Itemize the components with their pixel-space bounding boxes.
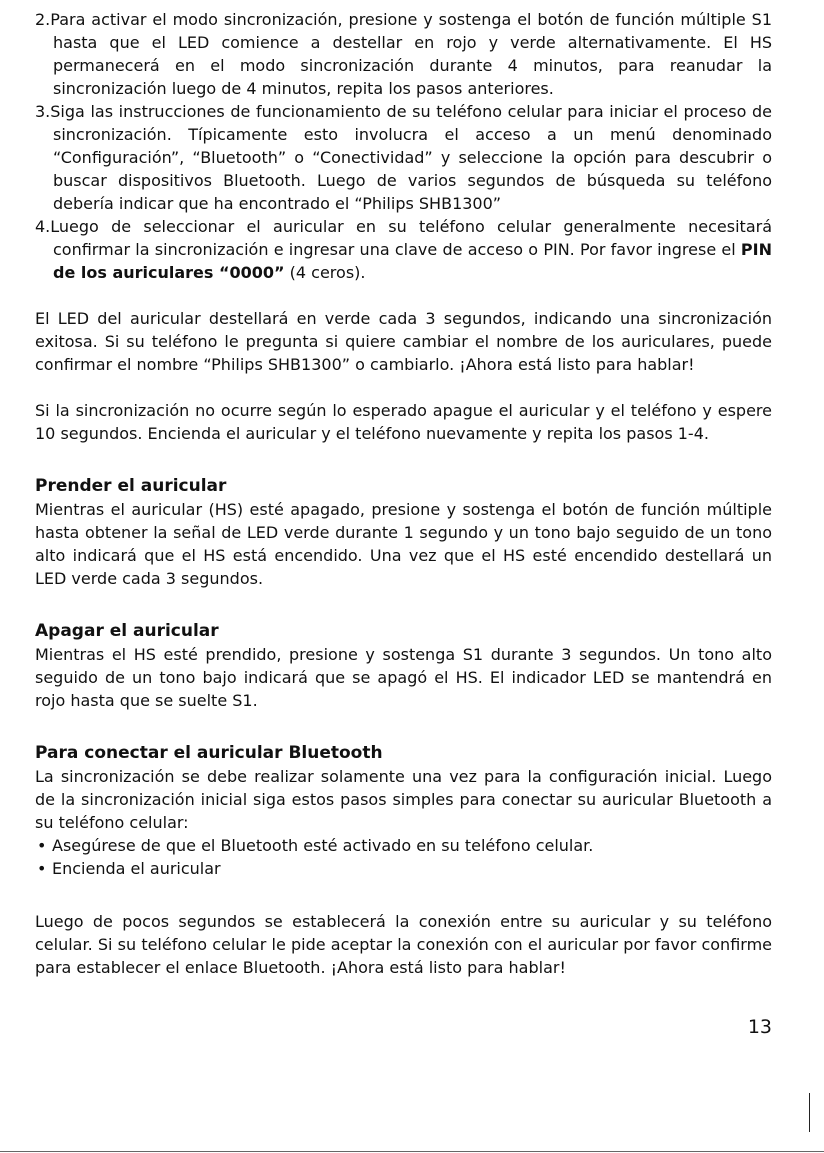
connect-closing: Luego de pocos segundos se establecerá la conexión entre su auricular y su teléfono celular. Si su teléfono celular le pide aceptar la conexión con el auricular por favor confirme para establecer el enlace Bluetooth. ¡Ahora está listo para hablar! [35,912,772,977]
connect-bullet-list [35,834,772,880]
spacer [35,376,772,399]
bottom-rule [0,1151,824,1152]
power-off-heading: Apagar el auricular [35,621,219,641]
step-3-text: 3.Siga las instrucciones de funcionamiento de su teléfono celular para iniciar el proceso de sincronización. Típicamente esto involucra el acceso a un menú denominado “Configuración”, “Bluetooth” o “Conectividad” y seleccione la opción para descubrir o buscar dispositivos Bluetooth. Luego de varios segundos de búsqueda su teléfono debería indicar que ha encontrado el “Philips SHB1300” [35,102,772,213]
step-4-tail: (4 ceros). [284,263,366,282]
spacer [35,284,772,307]
power-off-body: Mientras el HS esté prendido, presione y sostenga S1 durante 3 segundos. Un tono alto seguido de un tono bajo indicará que se apagó el HS. El indicador LED se mantendrá en rojo hasta que se suelte S1. [35,645,772,710]
connect-heading: Para conectar el auricular Bluetooth [35,743,383,763]
spacer [35,880,772,910]
spacer [35,445,772,475]
led-success-paragraph: El LED del auricular destellará en verde cada 3 segundos, indicando una sincronización exitosa. Si su teléfono le pregunta si quiere cambiar el nombre de los auriculares, puede confirmar el nombre “Philips SHB1300” o cambiarlo. ¡Ahora está listo para hablar! [35,309,772,374]
power-on-heading: Prender el auricular [35,476,227,496]
step-4-text: 4.Luego de seleccionar el auricular en su teléfono celular generalmente necesitará confirmar la sincronización e ingresar una clave de acceso o PIN. Por favor ingrese el [35,217,772,259]
margin-mark [809,1093,810,1132]
step-2 [35,8,772,100]
step-4 [35,215,772,284]
step-3 [35,100,772,215]
page-number: 13 [747,1016,772,1038]
power-on-body: Mientras el auricular (HS) esté apagado, presione y sostenga el botón de función múltiple hasta obtener la señal de LED verde durante 1 segundo y un tono bajo seguido de un tono alto indicará que el HS está encendido. Una vez que el HS esté encendido destellará un LED verde cada 3 segundos. [35,500,772,588]
retry-paragraph: Si la sincronización no ocurre según lo esperado apague el auricular y el teléfono y espere 10 segundos. Encienda el auricular y el teléfono nuevamente y repita los pasos 1-4. [35,401,772,443]
manual-page-content [35,8,772,979]
connect-body: La sincronización se debe realizar solamente una vez para la configuración inicial. Luego de la sincronización inicial siga estos pasos simples para conectar su auricular Bluetooth a su teléfono celular: [35,767,772,832]
list-item: • Asegúrese de que el Bluetooth esté activado en su teléfono celular. [35,834,772,857]
spacer [35,590,772,620]
spacer [35,712,772,742]
step-2-text: 2.Para activar el modo sincronización, presione y sostenga el botón de función múltiple S1 hasta que el LED comience a destellar en rojo y verde alternativamente. El HS permanecerá en el modo sincronización durante 4 minutos, para reanudar la sincronización luego de 4 minutos, repita los pasos anteriores. [35,10,772,98]
list-item: • Encienda el auricular [35,857,772,880]
pin-emphasis: PIN de los auriculares “0000” [53,240,772,282]
